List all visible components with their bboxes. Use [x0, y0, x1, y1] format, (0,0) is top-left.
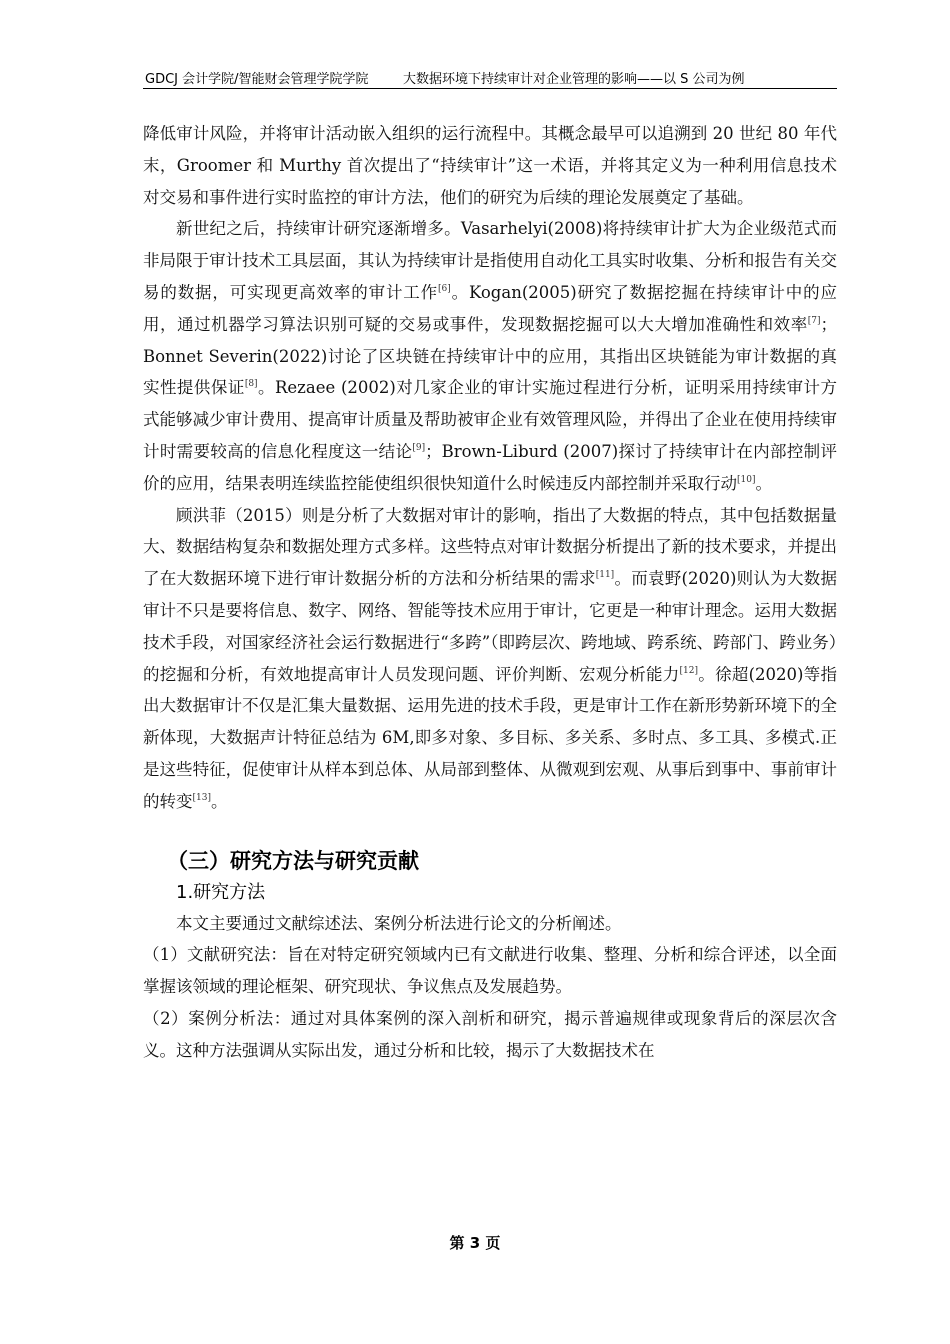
text-run: 。 — [210, 791, 228, 811]
text-run: 。Rezaee (2002)对几家企业的审计实施过程进行分析，证明采用持续审计方式能够减少审计费用、提高审计质量及帮助被审企业有效管理风险，并得出了企业在使用持续审计时需要较高的信息化程度这一结论 — [143, 378, 838, 461]
text-run: 。Kogan(2005)研究了数据挖掘在持续审计中的应用，通过机器学习算法识别可疑的交易或事件，发现数据挖掘可以大大增加准确性和效率 — [143, 282, 837, 334]
text-run: 新世纪之后，持续审计研究逐渐增多。Vasarhelyi(2008)将持续审计扩大为企业级范式而非局限于审计技术工具层面，其认为持续审计是指使用自动化工具实时收集、分析和报告有关交易的数据，可实现更高效率的审计工作 — [143, 219, 837, 302]
citation-8: [8] — [244, 379, 258, 390]
text-run: 顾洪菲（2015）则是分析了大数据对审计的影响，指出了大数据的特点，其中包括数据量大、数据结构复杂和数据处理方式多样。这些特点对审计数据分析提出了新的技术要求，并提出了在大数据环境下进行审计数据分析的方法和分析结果的需求 — [143, 505, 837, 589]
running-header — [143, 68, 837, 89]
text-run: ；Bonnet Severin(2022)讨论了区块链在持续审计中的应用，其指出区块链能为审计数据的真实性提供保证 — [143, 314, 837, 398]
citation-11: [11] — [595, 570, 615, 581]
subsection-heading: 1.研究方法 — [176, 881, 266, 903]
page-number: 第 3 页 — [449, 1234, 501, 1252]
citation-13: [13] — [192, 792, 211, 803]
citation-12: [12] — [679, 665, 699, 676]
body-text — [143, 118, 837, 1067]
paragraph-continuous-audit-origin: 降低审计风险，并将审计活动嵌入组织的运行流程中。其概念最早可以追溯到 20 世纪 80 年代末，Groomer 和 Murthy 首次提出了“持续审计”这一术语，并将其定义为一种利用信息技术对交易和事件进行实时监控的审计方法，他们的研究为后续的理论发展奠定了基础。 — [143, 124, 837, 207]
text-run: 。 — [755, 473, 772, 493]
paragraph-domestic-research — [143, 500, 837, 818]
paragraph-case-method: （2）案例分析法：通过对具体案例的深入剖析和研究，揭示普遍规律或现象背后的深层次含义。这种方法强调从实际出发，通过分析和比较，揭示了大数据技术在 — [143, 1008, 837, 1060]
text-run: 。而袁野(2020)则认为大数据审计不只是要将信息、数字、网络、智能等技术应用于审计，它更是一种审计理念。运用大数据技术手段，对国家经济社会运行数据进行“多跨”（即跨层次、跨地域、跨系统、跨部门、跨业务）的挖掘和分析，有效地提高审计人员发现问题、评价判断、宏观分析能力 — [143, 569, 838, 684]
citation-6: [6] — [438, 283, 451, 294]
header-title: 大数据环境下持续审计对企业管理的影响——以 S 公司为例 — [403, 72, 745, 87]
paragraph-methods-intro: 本文主要通过文献综述法、案例分析法进行论文的分析阐述。 — [176, 913, 622, 933]
paragraph-foreign-research — [143, 213, 837, 499]
section-heading: （三）研究方法与研究贡献 — [167, 848, 419, 873]
citation-10: [10] — [737, 474, 756, 485]
text-run: 。徐超(2020)等指出大数据审计不仅是汇集大量数据、运用先进的技术手段，更是审计工作在新形势新环境下的全新体现，大数据声计特征总结为 6M,即多对象、多目标、多关系、多时点、多工具、多模式.正是这些特征，促使审计从样本到总体、从局部到整体、从微观到宏观、从事后到事中、事前审计的转变 — [143, 664, 837, 811]
header-school: GDCJ 会计学院/智能财会管理学院学院 — [145, 72, 369, 87]
paragraph-literature-method: （1）文献研究法：旨在对特定研究领域内已有文献进行收集、整理、分析和综合评述，以全面掌握该领域的理论框架、研究现状、争议焦点及发展趋势。 — [143, 945, 837, 997]
citation-7: [7] — [807, 315, 821, 326]
text-run: ；Brown-Liburd (2007)探讨了持续审计在内部控制评价的应用，结果表明连续监控能使组织很快知道什么时候违反内部控制并采取行动 — [143, 441, 837, 493]
citation-9: [9] — [412, 442, 426, 453]
